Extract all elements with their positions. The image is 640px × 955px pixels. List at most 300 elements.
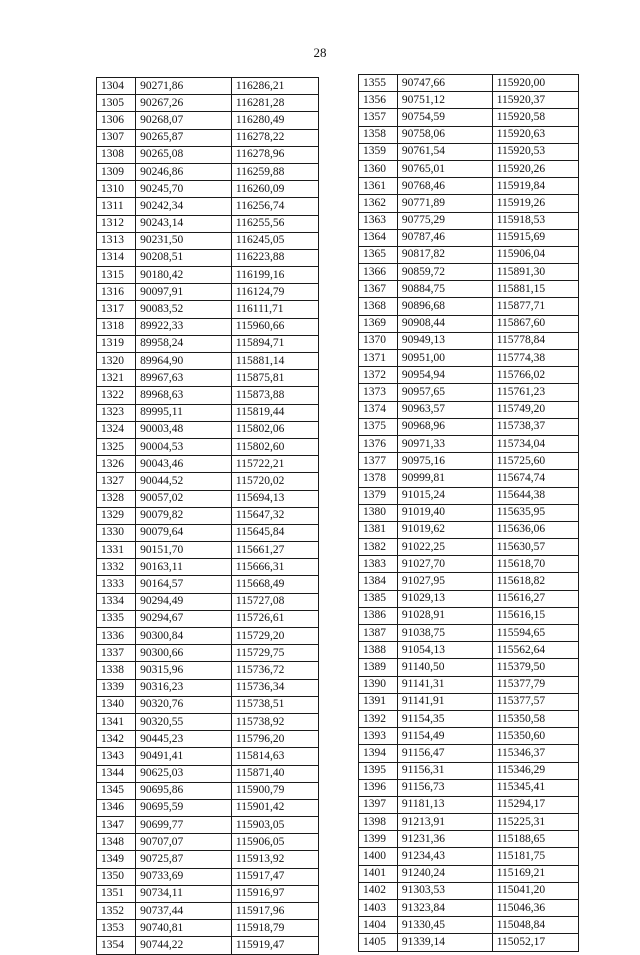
point-number-cell: 1331 (97, 542, 136, 559)
y-coordinate-cell: 115920,58 (492, 109, 578, 126)
x-coordinate-cell: 91156,47 (397, 745, 492, 762)
x-coordinate-cell: 91323,84 (397, 900, 492, 917)
table-row (97, 318, 319, 335)
table-row (359, 728, 579, 745)
table-row (97, 146, 319, 163)
table-row (97, 576, 319, 593)
point-number-cell: 1381 (359, 521, 398, 538)
coordinates-table-left-body (97, 78, 319, 955)
point-number-cell: 1377 (359, 453, 398, 470)
x-coordinate-cell: 91140,50 (397, 659, 492, 676)
x-coordinate-cell: 91234,43 (397, 848, 492, 865)
table-row (359, 92, 579, 109)
point-number-cell: 1348 (97, 834, 136, 851)
table-row (359, 160, 579, 177)
y-coordinate-cell: 115225,31 (492, 814, 578, 831)
x-coordinate-cell: 90320,76 (136, 696, 232, 713)
table-row (97, 112, 319, 129)
x-coordinate-cell: 91141,91 (397, 693, 492, 710)
point-number-cell: 1401 (359, 865, 398, 882)
table-row (97, 610, 319, 627)
point-number-cell: 1338 (97, 662, 136, 679)
table-row (359, 745, 579, 762)
y-coordinate-cell: 115345,41 (492, 779, 578, 796)
x-coordinate-cell: 90957,65 (397, 384, 492, 401)
x-coordinate-cell: 90949,13 (397, 332, 492, 349)
table-row (359, 126, 579, 143)
x-coordinate-cell: 90097,91 (136, 284, 232, 301)
x-coordinate-cell: 90300,66 (136, 645, 232, 662)
table-row (359, 693, 579, 710)
table-row (97, 662, 319, 679)
y-coordinate-cell: 115894,71 (231, 335, 318, 352)
y-coordinate-cell: 115867,60 (492, 315, 578, 332)
x-coordinate-cell: 90265,08 (136, 146, 232, 163)
point-number-cell: 1378 (359, 470, 398, 487)
table-row (97, 490, 319, 507)
table-row (97, 456, 319, 473)
x-coordinate-cell: 90300,84 (136, 628, 232, 645)
y-coordinate-cell: 115903,05 (231, 817, 318, 834)
y-coordinate-cell: 115736,72 (231, 662, 318, 679)
point-number-cell: 1364 (359, 229, 398, 246)
table-row (97, 267, 319, 284)
y-coordinate-cell: 116245,05 (231, 232, 318, 249)
table-row (359, 178, 579, 195)
point-number-cell: 1332 (97, 559, 136, 576)
x-coordinate-cell: 90747,66 (397, 75, 492, 92)
y-coordinate-cell: 115046,36 (492, 900, 578, 917)
x-coordinate-cell: 90164,57 (136, 576, 232, 593)
table-row (359, 75, 579, 92)
y-coordinate-cell: 115900,79 (231, 782, 318, 799)
x-coordinate-cell: 90695,86 (136, 782, 232, 799)
point-number-cell: 1375 (359, 418, 398, 435)
y-coordinate-cell: 115169,21 (492, 865, 578, 882)
table-row (97, 542, 319, 559)
point-number-cell: 1326 (97, 456, 136, 473)
y-coordinate-cell: 115875,81 (231, 370, 318, 387)
y-coordinate-cell: 115796,20 (231, 731, 318, 748)
table-row (97, 353, 319, 370)
y-coordinate-cell: 115918,53 (492, 212, 578, 229)
table-row (359, 642, 579, 659)
x-coordinate-cell: 91213,91 (397, 814, 492, 831)
table-row (97, 920, 319, 937)
x-coordinate-cell: 90180,42 (136, 267, 232, 284)
y-coordinate-cell: 116278,22 (231, 129, 318, 146)
x-coordinate-cell: 90775,29 (397, 212, 492, 229)
point-number-cell: 1389 (359, 659, 398, 676)
table-row (97, 851, 319, 868)
table-row (97, 163, 319, 180)
x-coordinate-cell: 91156,31 (397, 762, 492, 779)
y-coordinate-cell: 115616,27 (492, 590, 578, 607)
table-row (359, 625, 579, 642)
point-number-cell: 1394 (359, 745, 398, 762)
x-coordinate-cell: 91019,40 (397, 504, 492, 521)
x-coordinate-cell: 90268,07 (136, 112, 232, 129)
table-row (359, 590, 579, 607)
point-number-cell: 1391 (359, 693, 398, 710)
table-row (359, 470, 579, 487)
y-coordinate-cell: 115725,60 (492, 453, 578, 470)
table-row (359, 779, 579, 796)
y-coordinate-cell: 115738,51 (231, 696, 318, 713)
point-number-cell: 1325 (97, 438, 136, 455)
x-coordinate-cell: 90491,41 (136, 748, 232, 765)
x-coordinate-cell: 91019,62 (397, 521, 492, 538)
x-coordinate-cell: 90765,01 (397, 160, 492, 177)
x-coordinate-cell: 90908,44 (397, 315, 492, 332)
y-coordinate-cell: 115722,21 (231, 456, 318, 473)
y-coordinate-cell: 115726,61 (231, 610, 318, 627)
point-number-cell: 1388 (359, 642, 398, 659)
point-number-cell: 1357 (359, 109, 398, 126)
coordinates-table-left (96, 77, 319, 955)
x-coordinate-cell: 90787,46 (397, 229, 492, 246)
x-coordinate-cell: 90316,23 (136, 679, 232, 696)
point-number-cell: 1398 (359, 814, 398, 831)
table-row (97, 249, 319, 266)
x-coordinate-cell: 90151,70 (136, 542, 232, 559)
y-coordinate-cell: 116199,16 (231, 267, 318, 284)
x-coordinate-cell: 90817,82 (397, 246, 492, 263)
table-row (97, 903, 319, 920)
y-coordinate-cell: 115802,60 (231, 438, 318, 455)
table-row (97, 765, 319, 782)
y-coordinate-cell: 115350,58 (492, 710, 578, 727)
y-coordinate-cell: 115694,13 (231, 490, 318, 507)
table-row (97, 507, 319, 524)
table-row (97, 559, 319, 576)
y-coordinate-cell: 115901,42 (231, 799, 318, 816)
x-coordinate-cell: 91330,45 (397, 917, 492, 934)
table-row (97, 284, 319, 301)
table-row (97, 473, 319, 490)
y-coordinate-cell: 115346,37 (492, 745, 578, 762)
x-coordinate-cell: 90243,14 (136, 215, 232, 232)
y-coordinate-cell: 115960,66 (231, 318, 318, 335)
y-coordinate-cell: 115906,05 (231, 834, 318, 851)
point-number-cell: 1311 (97, 198, 136, 215)
y-coordinate-cell: 116260,09 (231, 181, 318, 198)
x-coordinate-cell: 90294,67 (136, 610, 232, 627)
point-number-cell: 1307 (97, 129, 136, 146)
y-coordinate-cell: 115294,17 (492, 796, 578, 813)
x-coordinate-cell: 90740,81 (136, 920, 232, 937)
y-coordinate-cell: 115918,79 (231, 920, 318, 937)
x-coordinate-cell: 90625,03 (136, 765, 232, 782)
x-coordinate-cell: 90267,26 (136, 95, 232, 112)
point-number-cell: 1362 (359, 195, 398, 212)
table-row (359, 229, 579, 246)
point-number-cell: 1371 (359, 350, 398, 367)
point-number-cell: 1361 (359, 178, 398, 195)
coordinates-table-right-body (359, 75, 579, 952)
table-row (359, 900, 579, 917)
point-number-cell: 1341 (97, 713, 136, 730)
x-coordinate-cell: 90859,72 (397, 264, 492, 281)
table-row (97, 370, 319, 387)
point-number-cell: 1345 (97, 782, 136, 799)
x-coordinate-cell: 90768,46 (397, 178, 492, 195)
table-row (359, 350, 579, 367)
y-coordinate-cell: 115766,02 (492, 367, 578, 384)
table-row (97, 868, 319, 885)
point-number-cell: 1330 (97, 524, 136, 541)
y-coordinate-cell: 115562,64 (492, 642, 578, 659)
x-coordinate-cell: 90445,23 (136, 731, 232, 748)
x-coordinate-cell: 90079,82 (136, 507, 232, 524)
table-row (359, 762, 579, 779)
point-number-cell: 1334 (97, 593, 136, 610)
point-number-cell: 1346 (97, 799, 136, 816)
y-coordinate-cell: 115871,40 (231, 765, 318, 782)
point-number-cell: 1324 (97, 421, 136, 438)
y-coordinate-cell: 115814,63 (231, 748, 318, 765)
point-number-cell: 1380 (359, 504, 398, 521)
y-coordinate-cell: 115350,60 (492, 728, 578, 745)
y-coordinate-cell: 115915,69 (492, 229, 578, 246)
table-row (359, 487, 579, 504)
y-coordinate-cell: 115906,04 (492, 246, 578, 263)
table-row (97, 335, 319, 352)
point-number-cell: 1354 (97, 937, 136, 954)
table-row (97, 421, 319, 438)
table-row (97, 731, 319, 748)
y-coordinate-cell: 115377,57 (492, 693, 578, 710)
table-row (359, 573, 579, 590)
table-row (359, 435, 579, 452)
y-coordinate-cell: 115729,75 (231, 645, 318, 662)
point-number-cell: 1314 (97, 249, 136, 266)
table-row (97, 817, 319, 834)
x-coordinate-cell: 91156,73 (397, 779, 492, 796)
table-row (359, 246, 579, 263)
x-coordinate-cell: 90733,69 (136, 868, 232, 885)
point-number-cell: 1320 (97, 353, 136, 370)
table-row (359, 676, 579, 693)
x-coordinate-cell: 91154,35 (397, 710, 492, 727)
table-row (359, 332, 579, 349)
table-row (97, 696, 319, 713)
x-coordinate-cell: 90734,11 (136, 885, 232, 902)
x-coordinate-cell: 90963,57 (397, 401, 492, 418)
y-coordinate-cell: 115919,84 (492, 178, 578, 195)
point-number-cell: 1360 (359, 160, 398, 177)
table-row (97, 181, 319, 198)
y-coordinate-cell: 115919,26 (492, 195, 578, 212)
y-coordinate-cell: 115052,17 (492, 934, 578, 951)
y-coordinate-cell: 115041,20 (492, 882, 578, 899)
point-number-cell: 1327 (97, 473, 136, 490)
x-coordinate-cell: 90044,52 (136, 473, 232, 490)
x-coordinate-cell: 90707,07 (136, 834, 232, 851)
table-row (97, 404, 319, 421)
point-number-cell: 1349 (97, 851, 136, 868)
x-coordinate-cell: 89968,63 (136, 387, 232, 404)
table-row (359, 384, 579, 401)
point-number-cell: 1392 (359, 710, 398, 727)
x-coordinate-cell: 90246,86 (136, 163, 232, 180)
point-number-cell: 1403 (359, 900, 398, 917)
point-number-cell: 1312 (97, 215, 136, 232)
table-row (97, 78, 319, 95)
table-row (359, 539, 579, 556)
point-number-cell: 1373 (359, 384, 398, 401)
point-number-cell: 1369 (359, 315, 398, 332)
x-coordinate-cell: 89995,11 (136, 404, 232, 421)
y-coordinate-cell: 116124,79 (231, 284, 318, 301)
x-coordinate-cell: 90771,89 (397, 195, 492, 212)
point-number-cell: 1395 (359, 762, 398, 779)
x-coordinate-cell: 90999,81 (397, 470, 492, 487)
x-coordinate-cell: 90761,54 (397, 143, 492, 160)
table-row (97, 679, 319, 696)
y-coordinate-cell: 115761,23 (492, 384, 578, 401)
y-coordinate-cell: 115048,84 (492, 917, 578, 934)
point-number-cell: 1317 (97, 301, 136, 318)
point-number-cell: 1340 (97, 696, 136, 713)
x-coordinate-cell: 90271,86 (136, 78, 232, 95)
x-coordinate-cell: 90737,44 (136, 903, 232, 920)
point-number-cell: 1313 (97, 232, 136, 249)
table-row (359, 659, 579, 676)
point-number-cell: 1358 (359, 126, 398, 143)
x-coordinate-cell: 91154,49 (397, 728, 492, 745)
table-row (97, 593, 319, 610)
point-number-cell: 1382 (359, 539, 398, 556)
table-row (359, 143, 579, 160)
y-coordinate-cell: 115774,38 (492, 350, 578, 367)
x-coordinate-cell: 90754,59 (397, 109, 492, 126)
y-coordinate-cell: 115913,92 (231, 851, 318, 868)
x-coordinate-cell: 90751,12 (397, 92, 492, 109)
x-coordinate-cell: 90294,49 (136, 593, 232, 610)
table-row (359, 453, 579, 470)
y-coordinate-cell: 115920,53 (492, 143, 578, 160)
point-number-cell: 1376 (359, 435, 398, 452)
point-number-cell: 1347 (97, 817, 136, 834)
table-row (97, 438, 319, 455)
table-row (97, 215, 319, 232)
point-number-cell: 1310 (97, 181, 136, 198)
page-number: 28 (313, 45, 327, 60)
y-coordinate-cell: 115778,84 (492, 332, 578, 349)
x-coordinate-cell: 90968,96 (397, 418, 492, 435)
table-row (97, 834, 319, 851)
point-number-cell: 1335 (97, 610, 136, 627)
y-coordinate-cell: 115917,47 (231, 868, 318, 885)
x-coordinate-cell: 91231,36 (397, 831, 492, 848)
x-coordinate-cell: 91339,14 (397, 934, 492, 951)
y-coordinate-cell: 116256,74 (231, 198, 318, 215)
x-coordinate-cell: 90315,96 (136, 662, 232, 679)
x-coordinate-cell: 90975,16 (397, 453, 492, 470)
point-number-cell: 1370 (359, 332, 398, 349)
table-row (359, 264, 579, 281)
table-row (97, 782, 319, 799)
table-row (97, 95, 319, 112)
point-number-cell: 1399 (359, 831, 398, 848)
y-coordinate-cell: 115377,79 (492, 676, 578, 693)
x-coordinate-cell: 89967,63 (136, 370, 232, 387)
point-number-cell: 1342 (97, 731, 136, 748)
y-coordinate-cell: 115919,47 (231, 937, 318, 954)
y-coordinate-cell: 115873,88 (231, 387, 318, 404)
y-coordinate-cell: 115734,04 (492, 435, 578, 452)
y-coordinate-cell: 115661,27 (231, 542, 318, 559)
x-coordinate-cell: 90951,00 (397, 350, 492, 367)
x-coordinate-cell: 91038,75 (397, 625, 492, 642)
y-coordinate-cell: 115738,92 (231, 713, 318, 730)
y-coordinate-cell: 115630,57 (492, 539, 578, 556)
point-number-cell: 1352 (97, 903, 136, 920)
point-number-cell: 1390 (359, 676, 398, 693)
table-row (359, 556, 579, 573)
point-number-cell: 1356 (359, 92, 398, 109)
table-row (97, 129, 319, 146)
point-number-cell: 1396 (359, 779, 398, 796)
x-coordinate-cell: 91028,91 (397, 607, 492, 624)
point-number-cell: 1385 (359, 590, 398, 607)
y-coordinate-cell: 115920,37 (492, 92, 578, 109)
x-coordinate-cell: 90057,02 (136, 490, 232, 507)
table-row (97, 885, 319, 902)
table-row (359, 882, 579, 899)
coordinates-table-right (358, 74, 579, 952)
y-coordinate-cell: 116223,88 (231, 249, 318, 266)
table-row (97, 387, 319, 404)
table-row (359, 710, 579, 727)
point-number-cell: 1323 (97, 404, 136, 421)
point-number-cell: 1337 (97, 645, 136, 662)
y-coordinate-cell: 115881,15 (492, 281, 578, 298)
point-number-cell: 1365 (359, 246, 398, 263)
y-coordinate-cell: 115877,71 (492, 298, 578, 315)
y-coordinate-cell: 115616,15 (492, 607, 578, 624)
x-coordinate-cell: 90265,87 (136, 129, 232, 146)
x-coordinate-cell: 90163,11 (136, 559, 232, 576)
x-coordinate-cell: 91240,24 (397, 865, 492, 882)
y-coordinate-cell: 115644,38 (492, 487, 578, 504)
point-number-cell: 1336 (97, 628, 136, 645)
point-number-cell: 1383 (359, 556, 398, 573)
y-coordinate-cell: 115736,34 (231, 679, 318, 696)
point-number-cell: 1316 (97, 284, 136, 301)
x-coordinate-cell: 91029,13 (397, 590, 492, 607)
point-number-cell: 1393 (359, 728, 398, 745)
table-row (97, 198, 319, 215)
x-coordinate-cell: 91022,25 (397, 539, 492, 556)
x-coordinate-cell: 90003,48 (136, 421, 232, 438)
table-row (97, 645, 319, 662)
y-coordinate-cell: 115181,75 (492, 848, 578, 865)
x-coordinate-cell: 89922,33 (136, 318, 232, 335)
y-coordinate-cell: 115819,44 (231, 404, 318, 421)
point-number-cell: 1363 (359, 212, 398, 229)
y-coordinate-cell: 115618,70 (492, 556, 578, 573)
table-row (359, 521, 579, 538)
y-coordinate-cell: 115917,96 (231, 903, 318, 920)
point-number-cell: 1343 (97, 748, 136, 765)
point-number-cell: 1319 (97, 335, 136, 352)
y-coordinate-cell: 115920,00 (492, 75, 578, 92)
y-coordinate-cell: 115188,65 (492, 831, 578, 848)
table-row (359, 504, 579, 521)
x-coordinate-cell: 91027,70 (397, 556, 492, 573)
